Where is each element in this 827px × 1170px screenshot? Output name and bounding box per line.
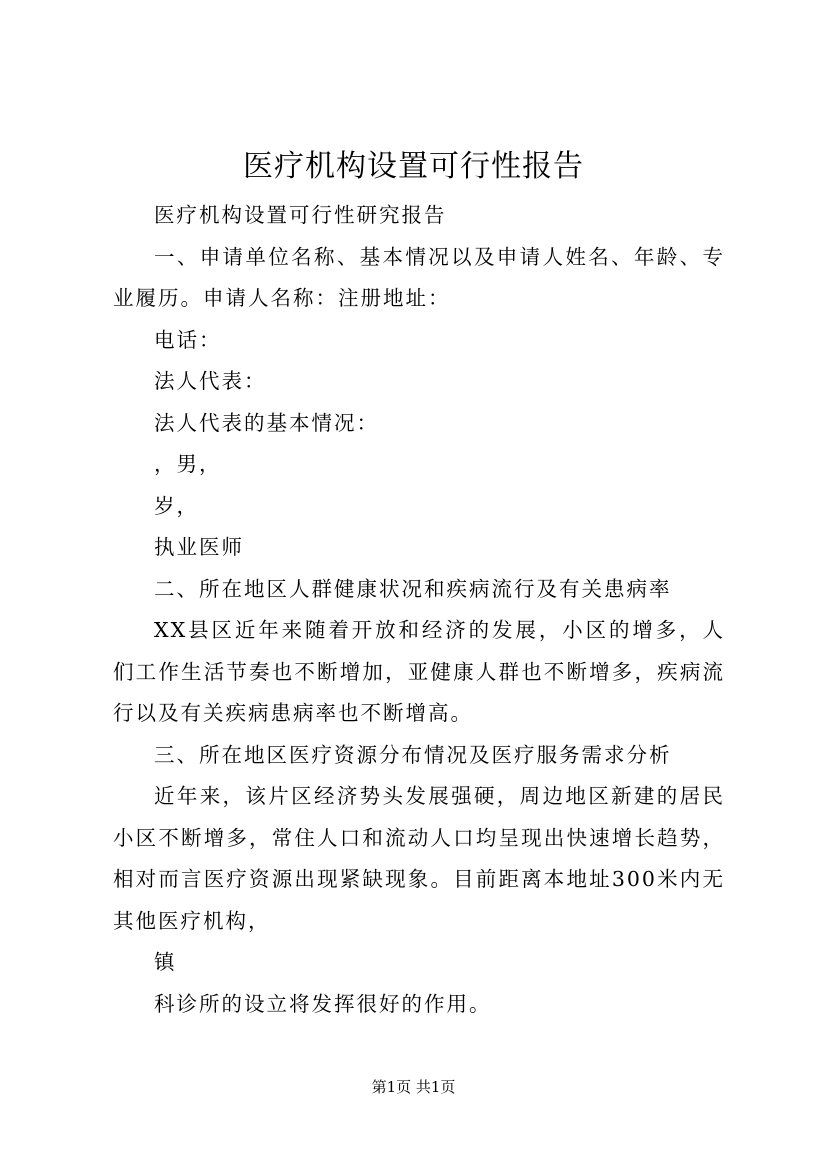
paragraph-profession: 执业医师 (154, 535, 244, 559)
paragraph-clinic: 科诊所的设立将发挥很好的作用。 (154, 991, 492, 1016)
paragraph-section-2: 二、所在地区人群健康状况和疾病流行及有关患病率 (154, 576, 672, 601)
paragraph-section-3-body: 近年来，该片区经济势头发展强硬，周边地区新建的居民小区不断增多，常住人口和流动人口均呈现出快速增长趋势，相对而言医疗资源出现紧缺现象。目前距离本地址300米内无其他医疗机构， (113, 784, 725, 933)
paragraph-legal-rep: 法人代表： (154, 369, 267, 393)
paragraph-section-2-body: XX县区近年来随着开放和经济的发展，小区的增多，人们工作生活节奏也不断增加，亚健康人群也不断增多，疾病流行以及有关疾病患病率也不断增高。 (113, 618, 725, 725)
document-body (113, 195, 725, 1025)
paragraph-town: 镇 (154, 950, 177, 974)
paragraph-subtitle: 医疗机构设置可行性研究报告 (154, 203, 447, 227)
paragraph-gender: ，男， (154, 452, 222, 476)
document-title: 医疗机构设置可行性报告 (243, 149, 584, 184)
paragraph-phone: 电话： (154, 327, 222, 352)
page-number-footer: 第1页 共1页 (371, 1078, 456, 1096)
paragraph-age: 岁， (154, 493, 199, 518)
paragraph-section-3: 三、所在地区医疗资源分布情况及医疗服务需求分析 (154, 742, 672, 767)
paragraph-legal-rep-info: 法人代表的基本情况： (154, 410, 379, 435)
paragraph-section-1: 一、申请单位名称、基本情况以及申请人姓名、年龄、专业履历。申请人名称：注册地址： (113, 244, 725, 310)
